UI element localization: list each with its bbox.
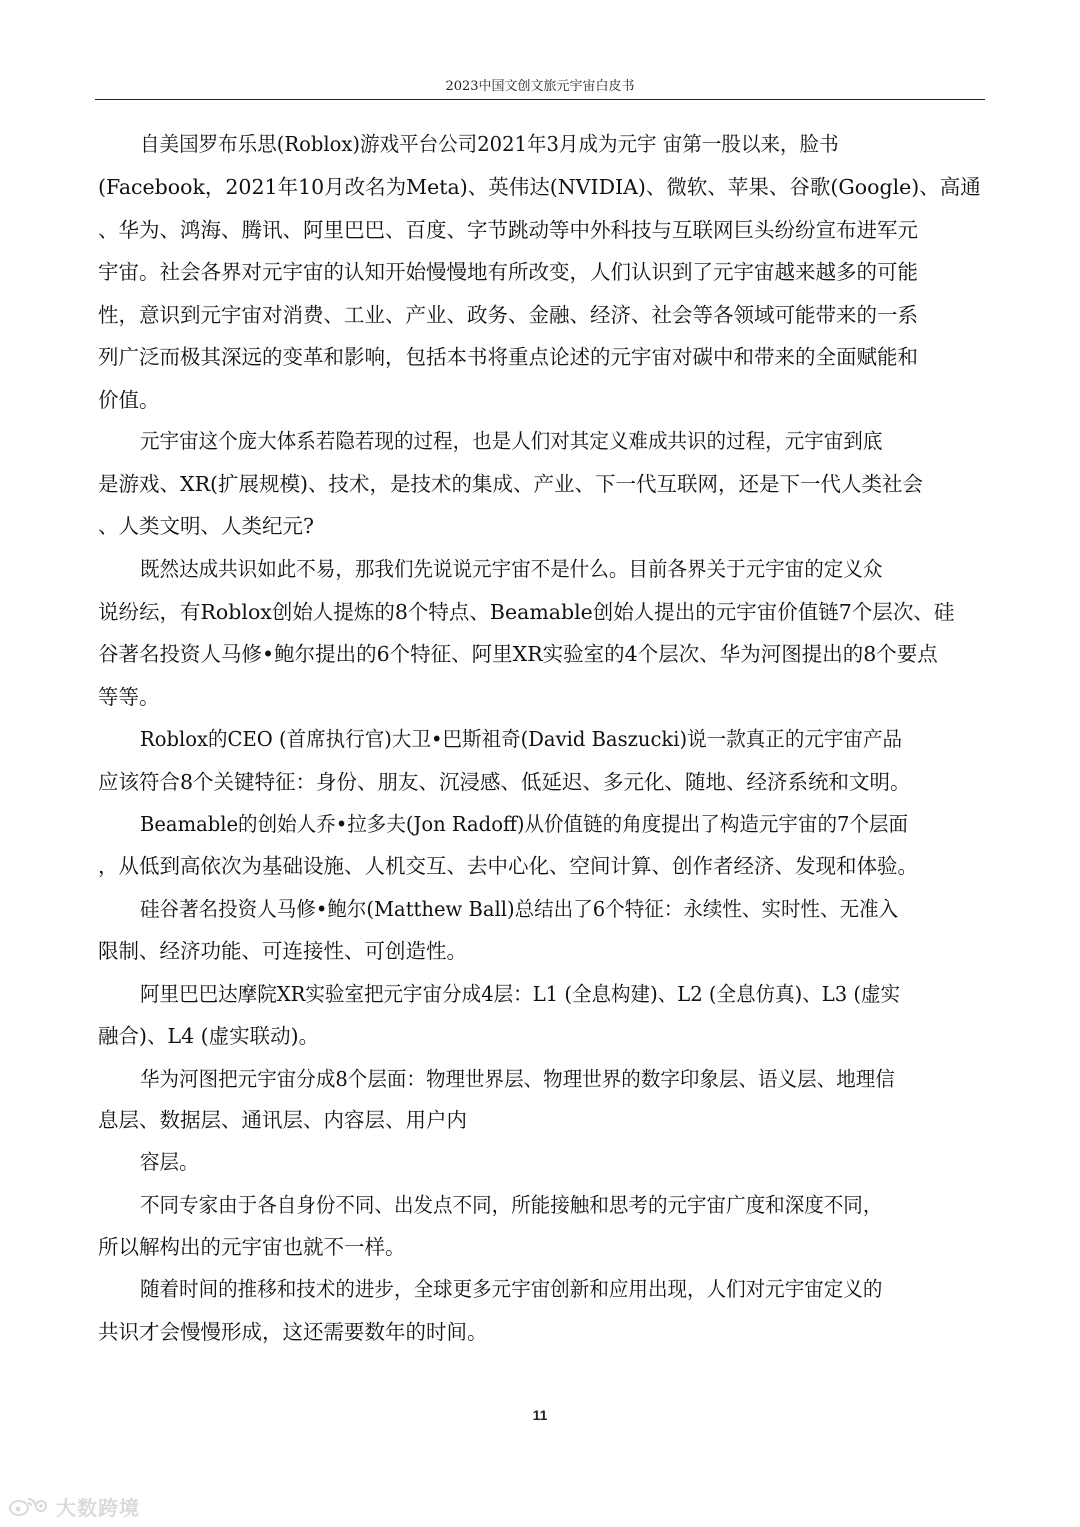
text-line: 华为河图把元宇宙分成8个层面：物理世界层、物理世界的数字印象层、语义层、地理信: [140, 1067, 895, 1091]
page-number: 11: [532, 1407, 548, 1423]
text-line: 阿里巴巴达摩院XR实验室把元宇宙分成4层：L1 (全息构建)、L2 (全息仿真)、L3 (虚实: [140, 982, 901, 1006]
text-line: 限制、经济功能、可连接性、可创造性。: [98, 939, 467, 963]
header-rule: [95, 99, 985, 100]
weibo-logo-icon: [8, 1495, 50, 1517]
text-line: (Facebook，2021年10月改名为Meta)、英伟达(NVIDIA)、微软、苹果、谷歌(Google)、高通: [98, 175, 981, 199]
watermark-text: 大数跨境: [56, 1497, 140, 1520]
text-line: 性，意识到元宇宙对消费、工业、产业、政务、金融、经济、社会等各领域可能带来的一系: [98, 303, 918, 327]
text-line: 容层。: [140, 1150, 199, 1174]
text-line: 、人类文明、人类纪元?: [98, 514, 314, 538]
text-line: 谷著名投资人马修•鲍尔提出的6个特征、阿里XR实验室的4个层次、华为河图提出的8个要点: [98, 642, 938, 666]
text-line: 硅谷著名投资人马修•鲍尔(Matthew Ball)总结出了6个特征：永续性、实时性、无准入: [140, 897, 899, 921]
header-title: 2023中国文创文旅元宇宙白皮书: [445, 79, 635, 94]
text-line: 息层、数据层、通讯层、内容层、用户内: [98, 1108, 467, 1132]
text-line: 是游戏、XR(扩展规模)、技术，是技术的集成、产业、下一代互联网，还是下一代人类社会: [98, 472, 924, 496]
text-line: Roblox的CEO (首席执行官)大卫•巴斯祖奇(David Baszucki)说一款真正的元宇宙产品: [140, 727, 903, 751]
text-line: ，从低到高依次为基础设施、人机交互、去中心化、空间计算、创作者经济、发现和体验。: [98, 854, 918, 878]
text-line: 说纷纭，有Roblox创始人提炼的8个特点、Beamable创始人提出的元宇宙价值链7个层次、硅: [98, 600, 955, 624]
text-line: 既然达成共识如此不易，那我们先说说元宇宙不是什么。目前各界关于元宇宙的定义众: [140, 557, 883, 581]
text-line: 等等。: [98, 685, 160, 709]
text-line: Beamable的创始人乔•拉多夫(Jon Radoff)从价值链的角度提出了构造元宇宙的7个层面: [140, 812, 909, 836]
text-line: 列广泛而极其深远的变革和影响，包括本书将重点论述的元宇宙对碳中和带来的全面赋能和: [98, 345, 918, 369]
text-line: 价值。: [98, 388, 160, 412]
text-line: 共识才会慢慢形成，这还需要数年的时间。: [98, 1320, 488, 1344]
text-line: 自美国罗布乐思(Roblox)游戏平台公司2021年3月成为元宇 宙第一股以来，脸书: [140, 132, 839, 156]
text-line: 、华为、鸿海、腾讯、阿里巴巴、百度、字节跳动等中外科技与互联网巨头纷纷宣布进军元: [98, 218, 918, 242]
text-line: 宇宙。社会各界对元宇宙的认知开始慢慢地有所改变，人们认识到了元宇宙越来越多的可能: [98, 260, 918, 284]
text-line: 随着时间的推移和技术的进步，全球更多元宇宙创新和应用出现，人们对元宇宙定义的: [140, 1277, 883, 1301]
text-line: 不同专家由于各自身份不同、出发点不同，所能接触和思考的元宇宙广度和深度不同，: [140, 1193, 883, 1217]
watermark: [8, 1493, 140, 1519]
text-line: 所以解构出的元宇宙也就不一样。: [98, 1235, 406, 1259]
text-line: 元宇宙这个庞大体系若隐若现的过程，也是人们对其定义难成共识的过程，元宇宙到底: [140, 429, 883, 453]
text-line: 融合)、L4 (虚实联动)。: [98, 1024, 320, 1048]
text-line: 应该符合8个关键特征：身份、朋友、沉浸感、低延迟、多元化、随地、经济系统和文明。: [98, 770, 911, 794]
